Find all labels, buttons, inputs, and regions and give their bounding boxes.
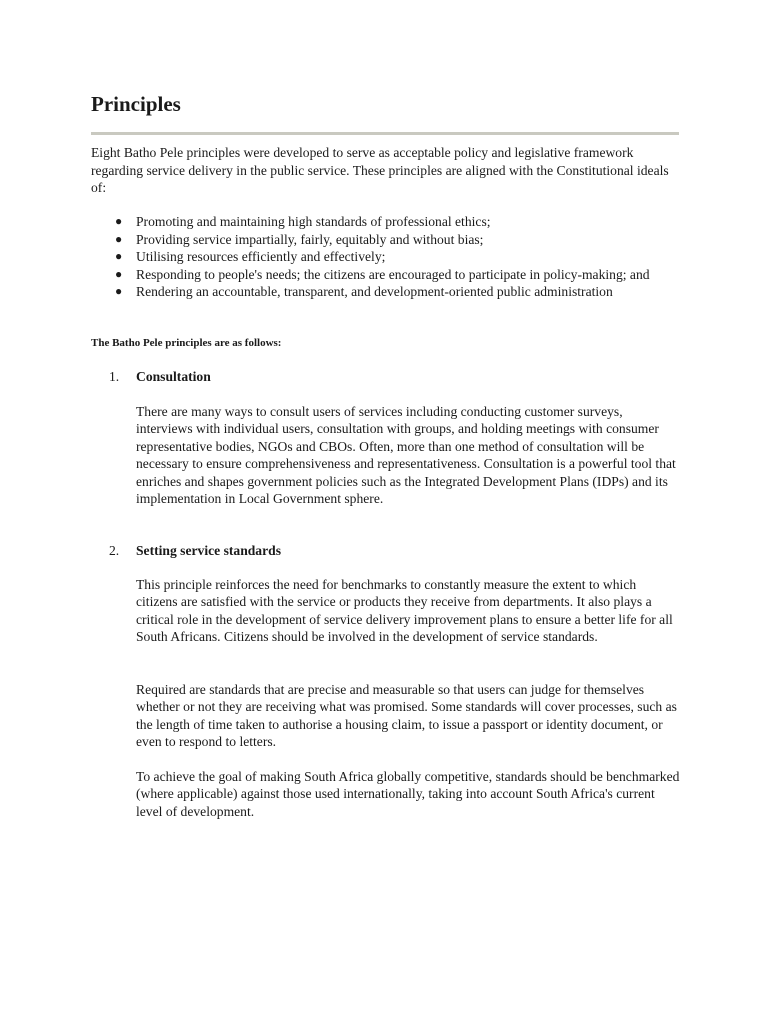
bullet-icon: ●: [115, 214, 123, 228]
list-item-text: Providing service impartially, fairly, equitably and without bias;: [136, 231, 484, 247]
list-item: [91, 213, 679, 231]
principle-name: Consultation: [136, 369, 211, 384]
page-title: Principles: [91, 92, 181, 116]
constitutional-ideals-list: [91, 213, 679, 301]
list-item-text: Utilising resources efficiently and effectively;: [136, 249, 386, 264]
list-item-text: Rendering an accountable, transparent, and development-oriented public administration: [136, 284, 613, 299]
principle-paragraph: This principle reinforces the need for benchmarks to constantly measure the extent to which citizens are satisfied with the service or products they receive from departments. It also plays a critical role in the development of service delivery improvement plans to ensure a better life for all South Africans. Citizens should be involved in the development of service standards.: [136, 577, 673, 645]
bullet-icon: ●: [115, 266, 123, 281]
bullet-icon: ●: [115, 231, 123, 246]
list-item: [91, 283, 679, 301]
principle-number: 2.: [109, 543, 120, 558]
list-item: [91, 266, 679, 284]
list-item-text: Promoting and maintaining high standards of professional ethics;: [136, 214, 491, 229]
intro-paragraph: Eight Batho Pele principles were developed to serve as acceptable policy and legislative framework regarding service delivery in the public service. These principles are aligned with the Constitutional ideals of:: [91, 145, 669, 195]
principle-paragraph: Required are standards that are precise and measurable so that users can judge for themselves whether or not they are receiving what was promised. Some standards will cover processes, such as the length of time taken to authorise a housing claim, to issue a passport or identity document, or even to respond to letters.: [136, 682, 677, 750]
principle-heading-setting-service-standards: [91, 542, 281, 560]
principle-paragraph: There are many ways to consult users of services including conducting customer surveys, interviews with individual users, consultation with groups, and holding meetings with consumer representative bodies, NGOs and CBOs. Often, more than one method of consultation will be necessary to ensure comprehensiveness and representativeness. Consultation is a powerful tool that enriches and shapes government policies such as the Integrated Development Plans (IDPs) and its implementation in Local Government sphere.: [136, 404, 676, 507]
principle-heading-consultation: [91, 368, 211, 386]
principle-name: Setting service standards: [136, 543, 281, 558]
principles-subheading: The Batho Pele principles are as follows:: [91, 337, 282, 349]
principle-paragraph: To achieve the goal of making South Africa globally competitive, standards should be benchmarked (where applicable) against those used internationally, taking into account South Africa's current level of development.: [136, 769, 680, 819]
title-divider: [91, 132, 679, 135]
list-item: [91, 231, 679, 249]
list-item-text: Responding to people's needs; the citizens are encouraged to participate in policy-making; and: [136, 266, 650, 282]
bullet-icon: ●: [115, 284, 123, 298]
bullet-icon: ●: [115, 249, 123, 263]
principle-number: 1.: [109, 369, 120, 384]
list-item: [91, 248, 679, 266]
